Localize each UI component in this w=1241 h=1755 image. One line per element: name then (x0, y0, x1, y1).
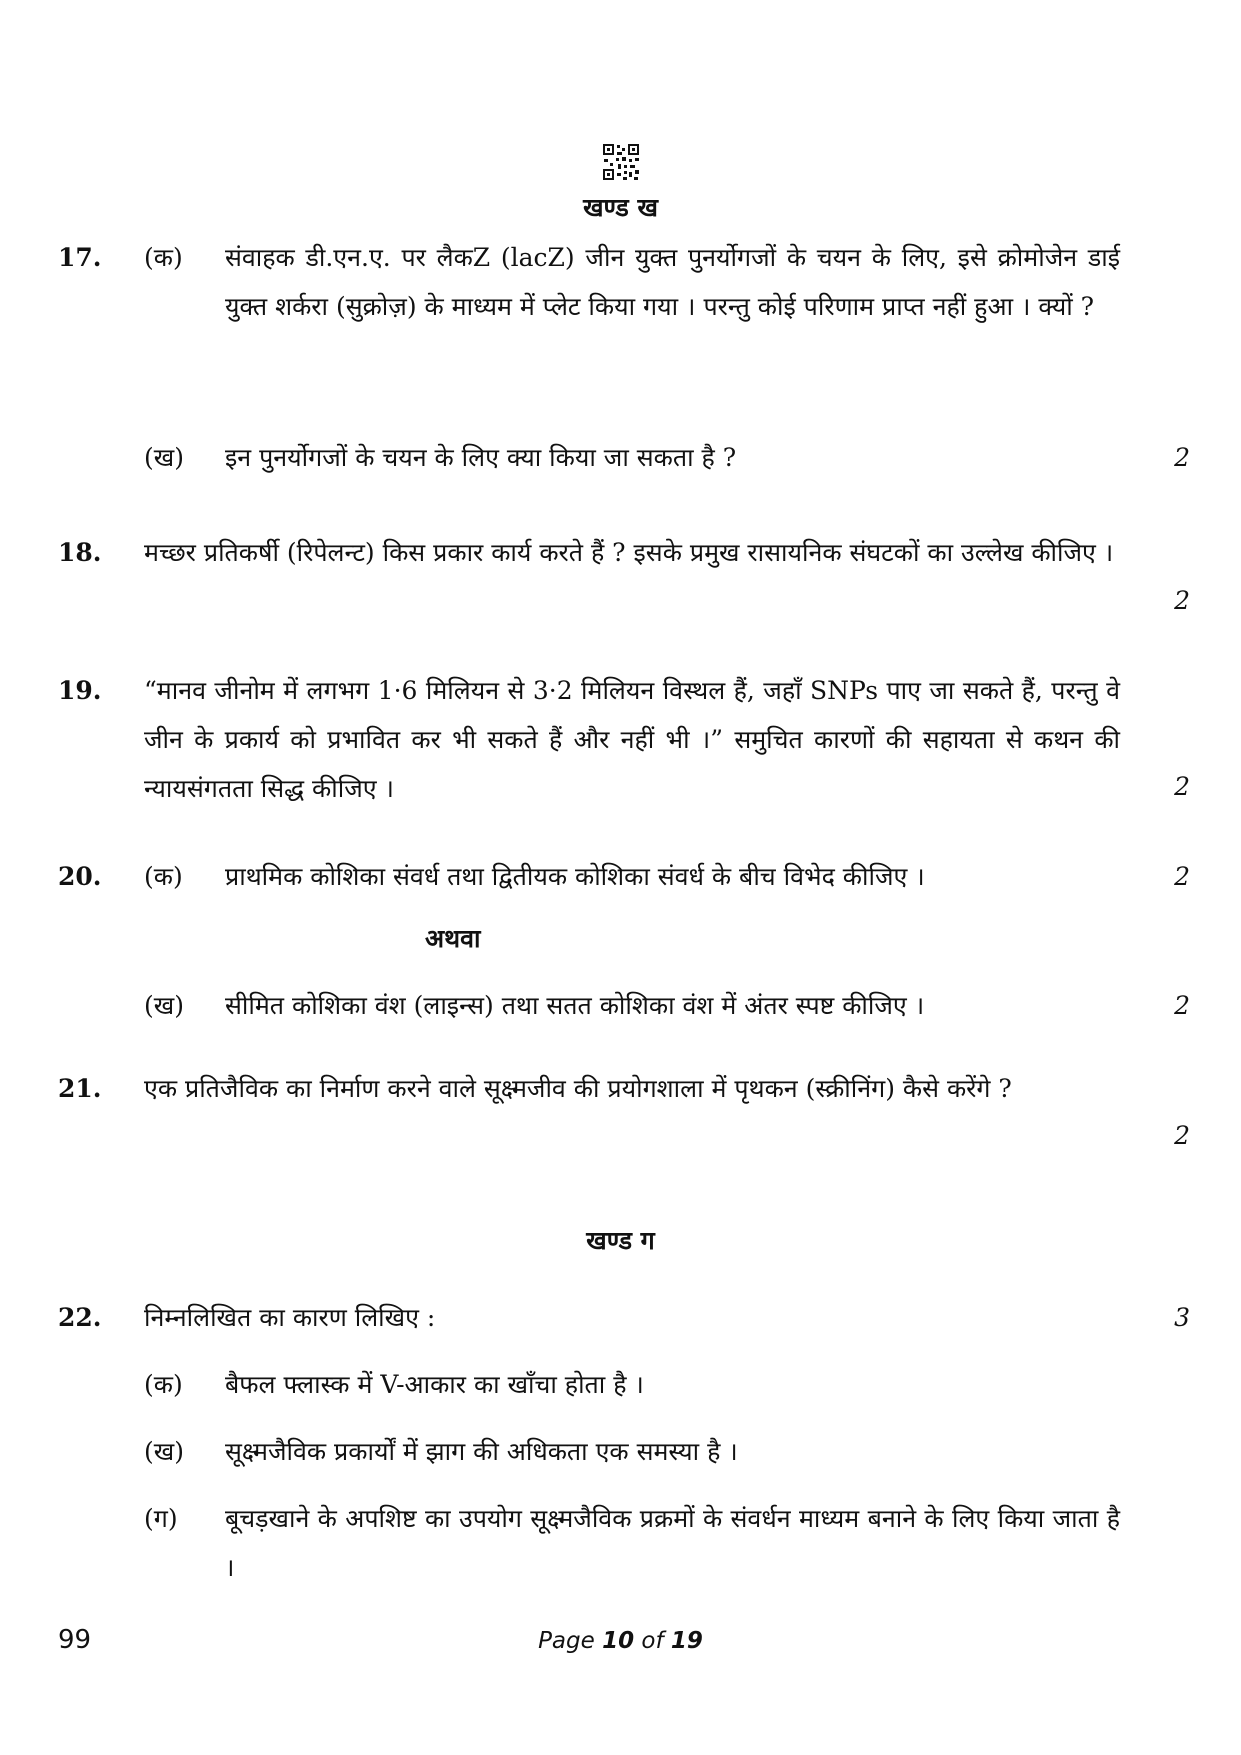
question-text: निम्नलिखित का कारण लिखिए : (144, 1303, 436, 1332)
question-number: 18. (58, 538, 102, 567)
paper-code: 99 (58, 1625, 92, 1655)
subpart-label: (ख) (144, 1437, 184, 1466)
subpart-label: (ग) (144, 1504, 178, 1533)
marks: 3 (1174, 1303, 1190, 1332)
question-text: मच्छर प्रतिकर्षी (रिपेलन्ट) किस प्रकार कार्य करते हैं ? इसके प्रमुख रासायनिक संघटकों का उल्लेख कीजिए । (144, 538, 1114, 567)
question-number: 21. (58, 1074, 102, 1103)
question-text: “मानव जीनोम में लगभग 1·6 मिलियन से 3·2 मिलियन विस्थल हैं, जहाँ SNPs पाए जा सकते हैं, परन्तु वे जीन के प्रकार्य को प्रभावित कर भी सकते हैं और नहीं भी ।” समुचित कारणों की सहायता से कथन की न्यायसंगतता सिद्ध कीजिए । (144, 676, 1120, 803)
question-number: 19. (58, 676, 102, 705)
question-text: प्राथमिक कोशिका संवर्ध तथा द्वितीयक कोशिका संवर्ध के बीच विभेद कीजिए । (225, 862, 925, 891)
qr-code-icon (602, 143, 640, 181)
question-text: सूक्ष्मजैविक प्रकार्यों में झाग की अधिकता एक समस्या है । (225, 1437, 738, 1466)
question-number: 20. (58, 862, 102, 891)
subpart-label: (क) (144, 1370, 183, 1399)
question-text: इन पुनर्योगजों के चयन के लिए क्या किया जा सकता है ? (225, 443, 737, 472)
or-separator: अथवा (425, 924, 481, 953)
subpart-label: (ख) (144, 443, 184, 472)
subpart-label: (क) (144, 862, 183, 891)
marks: 2 (1174, 586, 1190, 615)
subpart-label: (क) (144, 243, 183, 272)
question-text: बूचड़खाने के अपशिष्ट का उपयोग सूक्ष्मजैविक प्रक्रमों के संवर्धन माध्यम बनाने के लिए किया जाता है । (225, 1504, 1120, 1582)
page-current: 10 (602, 1628, 635, 1654)
page-of: of (641, 1628, 664, 1654)
question-number: 22. (58, 1303, 102, 1332)
section-title: खण्ड ग (586, 1226, 655, 1255)
marks: 2 (1174, 772, 1190, 801)
page-total: 19 (670, 1628, 703, 1654)
question-number: 17. (58, 243, 102, 272)
question-text: संवाहक डी.एन.ए. पर लैकZ (lacZ) जीन युक्त पुनर्योगजों के चयन के लिए, इसे क्रोमोजेन डाई युक्त शर्करा (सुक्रोज़) के माध्यम में प्लेट किया गया । परन्तु कोई परिणाम प्राप्त नहीं हुआ । क्यों ? (225, 243, 1120, 321)
page-word: Page (538, 1628, 595, 1654)
question-text: एक प्रतिजैविक का निर्माण करने वाले सूक्ष्मजीव की प्रयोगशाला में पृथकन (स्क्रीनिंग) कैसे करेंगे ? (144, 1074, 1012, 1103)
marks: 2 (1174, 862, 1190, 891)
marks: 2 (1174, 1121, 1190, 1150)
section-title: खण्ड ख (583, 193, 658, 222)
subpart-label: (ख) (144, 991, 184, 1020)
question-text: बैफल फ्लास्क में V-आकार का खाँचा होता है । (225, 1370, 644, 1399)
marks: 2 (1174, 443, 1190, 472)
page-indicator (0, 1626, 1241, 1656)
marks: 2 (1174, 991, 1190, 1020)
question-text: सीमित कोशिका वंश (लाइन्स) तथा सतत कोशिका वंश में अंतर स्पष्ट कीजिए । (225, 991, 925, 1020)
